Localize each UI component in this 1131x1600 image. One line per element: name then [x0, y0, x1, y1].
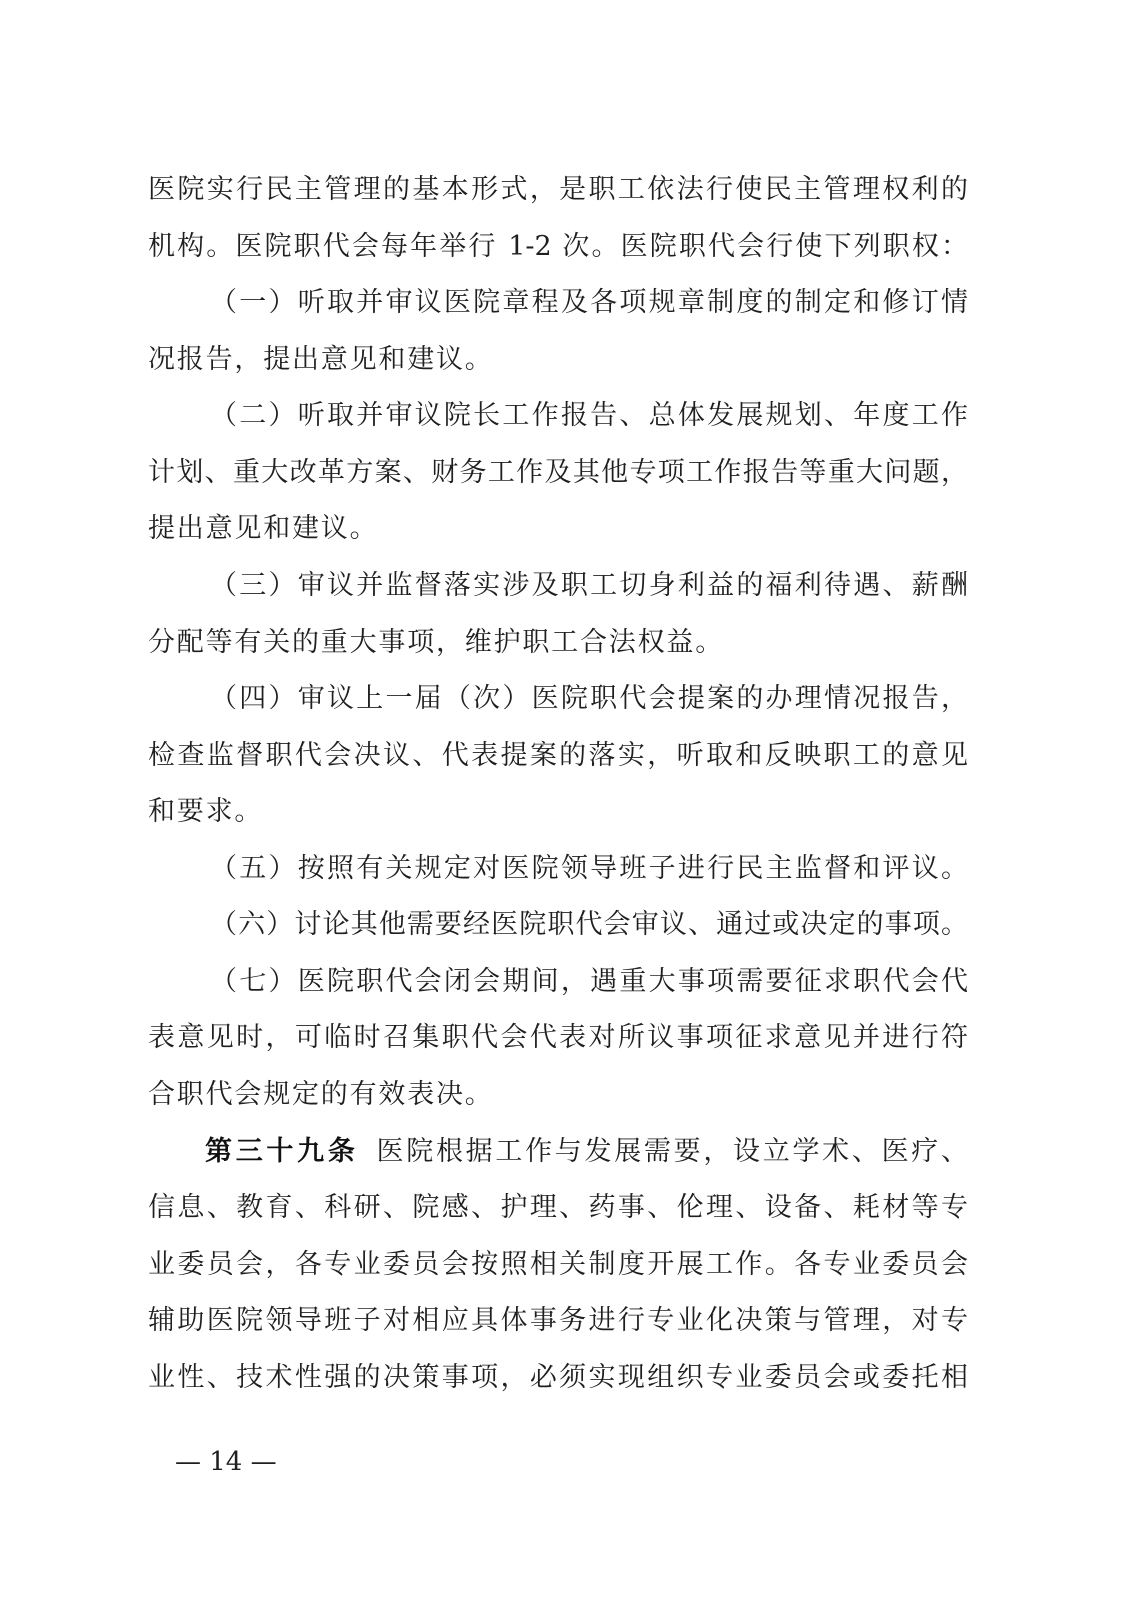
paragraph: [148, 558, 968, 671]
text-line: （五）按照有关规定对医院领导班子进行民主监督和评议。: [210, 852, 968, 884]
text-line: 分配等有关的重大事项，维护职工合法权益。: [148, 626, 724, 658]
text-line: （三）审议并监督落实涉及职工切身利益的福利待遇、薪酬: [210, 569, 968, 601]
paragraph: [148, 162, 968, 275]
article-paragraph: [148, 1124, 968, 1407]
text-line: [148, 1124, 968, 1181]
article-number: 第三十九条: [205, 1135, 359, 1167]
text-line: 计划、重大改革方案、财务工作及其他专项工作报告等重大问题，: [148, 456, 968, 488]
text-line: 况报告，提出意见和建议。: [148, 343, 494, 375]
paragraph: [148, 671, 968, 841]
text-line: 表意见时，可临时召集职代会代表对所议事项征求意见并进行符: [148, 1022, 968, 1054]
text-line: 提出意见和建议。: [148, 513, 379, 545]
text-line: （六）讨论其他需要经医院职代会审议、通过或决定的事项。: [210, 909, 968, 941]
text-line: 机构。医院职代会每年举行 1-2 次。医院职代会行使下列职权：: [148, 230, 968, 262]
text-line: （一）听取并审议医院章程及各项规章制度的制定和修订情: [210, 287, 968, 319]
text-line: 合职代会规定的有效表决。: [148, 1079, 494, 1110]
page-number: — 14 —: [175, 1447, 277, 1477]
paragraph: [148, 841, 968, 898]
text-line: 信息、教育、科研、院感、护理、药事、伦理、设备、耗材等专: [148, 1192, 968, 1224]
paragraph: [148, 897, 968, 954]
text-line: 检查监督职代会决议、代表提案的落实，听取和反映职工的意见: [148, 739, 968, 771]
paragraph: [148, 388, 968, 558]
paragraph: [148, 275, 968, 388]
text-line: （二）听取并审议院长工作报告、总体发展规划、年度工作: [210, 400, 968, 432]
text-line: （七）医院职代会闭会期间，遇重大事项需要征求职代会代: [210, 965, 968, 997]
text-line: 医院实行民主管理的基本形式，是职工依法行使民主管理权利的: [148, 174, 968, 205]
paragraph: [148, 954, 968, 1124]
document-body: [148, 162, 968, 1406]
text-line: 辅助医院领导班子对相应具体事务进行专业化决策与管理，对专: [148, 1305, 968, 1337]
text-line: 业性、技术性强的决策事项，必须实现组织专业委员会或委托相: [148, 1361, 968, 1393]
text-line: 业委员会，各专业委员会按照相关制度开展工作。各专业委员会: [148, 1248, 968, 1280]
article-text: 医院根据工作与发展需要，设立学术、医疗、: [376, 1135, 968, 1167]
text-line: （四）审议上一届（次）医院职代会提案的办理情况报告，: [210, 683, 968, 715]
text-line: 和要求。: [148, 796, 264, 828]
